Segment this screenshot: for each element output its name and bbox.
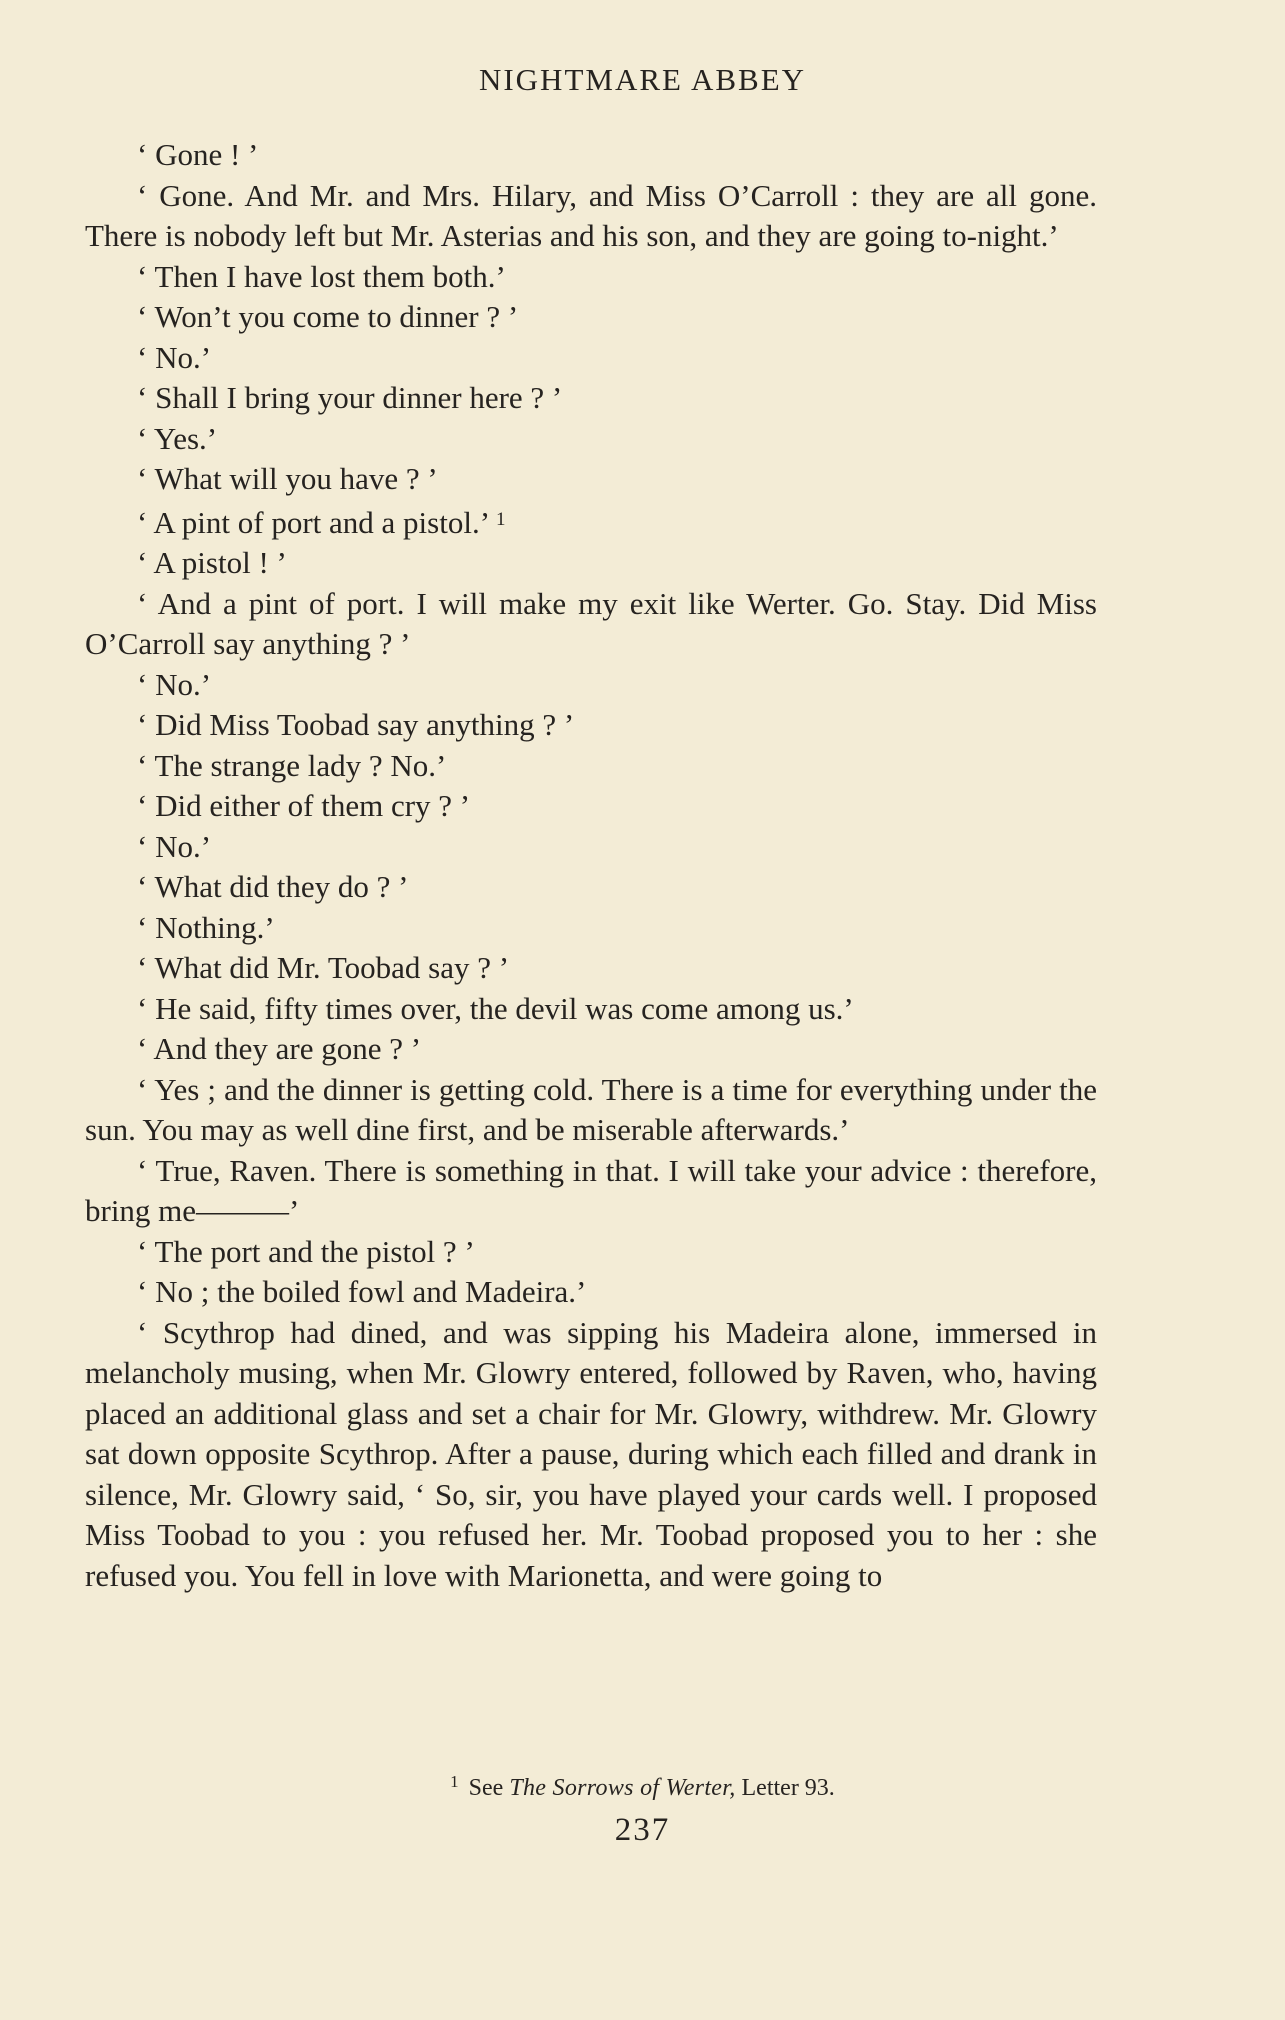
footnote-suffix: Letter 93. [741,1775,835,1801]
paragraph: ‘ Shall I bring your dinner here ? ’ [137,380,563,415]
paragraph: ‘ A pistol ! ’ [137,545,287,580]
paragraph: ‘ He said, fifty times over, the devil was come among us.’ [137,990,854,1026]
paragraph: ‘ What will you have ? ’ [137,461,438,496]
paragraph: ‘ Won’t you come to dinner ? ’ [137,299,519,334]
footnote-number: 1 [450,1772,459,1791]
page-number: 237 [614,1812,671,1848]
paragraph: ‘ Then I have lost them both.’ [137,258,506,294]
paragraph: ‘ And they are gone ? ’ [137,1031,422,1066]
paragraph: ‘ What did they do ? ’ [137,869,409,904]
paragraph: ‘ Gone ! ’ [137,137,259,172]
paragraph: ‘ No.’ [137,666,212,702]
paragraph: ‘ No ; the boiled fowl and Madeira.’ [137,1274,587,1309]
paragraph: ‘ Did either of them cry ? ’ [137,788,471,823]
body-text [85,135,1097,1596]
paragraph: ‘ No.’ [137,339,212,375]
paragraph-with-footnote [85,500,1097,544]
paragraph: ‘ Yes ; and the dinner is getting cold. There is a time for everything under the sun. You may as well dine first, and be miserable afterwards.’ [85,1071,1097,1147]
paragraph: ‘ Yes.’ [137,420,218,456]
paragraph: ‘ No.’ [137,828,212,864]
paragraph: ‘ And a pint of port. I will make my exit like Werter. Go. Stay. Did Miss O’Carroll say anything ? ’ [85,585,1097,661]
running-head: NIGHTMARE ABBEY [478,62,807,97]
footnote-reference: 1 [496,508,506,530]
footnote-prefix: See [468,1775,504,1801]
paragraph: ‘ Gone. And Mr. and Mrs. Hilary, and Miss O’Carroll : they are all gone. There is nobody left but Mr. Asterias and his son, and they are going to-night.’ [85,177,1097,253]
paragraph: ‘ True, Raven. There is something in that. I will take your advice : therefore, bring me———’ [85,1152,1097,1228]
footnote-title: The Sorrows of Werter, [509,1775,736,1801]
paragraph: ‘ What did Mr. Toobad say ? ’ [137,950,510,985]
footnote [0,1772,1285,1802]
paragraph-text: ‘ A pint of port and a pistol.’ [137,504,491,540]
paragraph: ‘ The port and the pistol ? ’ [137,1233,475,1269]
paragraph: ‘ The strange lady ? No.’ [137,747,447,783]
paragraph: ‘ Scythrop had dined, and was sipping his Madeira alone, immersed in melancholy musing, when Mr. Glowry entered, followed by Raven, who, having placed an additional glass and set a chair for Mr. Glowry, withdrew. Mr. Glowry sat down opposite Scythrop. After a pause, during which each filled and drank in silence, Mr. Glowry said, ‘ So, sir, you have played your cards well. I proposed Miss Toobad to you : you refused her. Mr. Toobad proposed you to her : she refused you. You fell in love with Marionetta, and were going to [85,1314,1097,1593]
paragraph: ‘ Did Miss Toobad say anything ? ’ [137,707,575,742]
paragraph: ‘ Nothing.’ [137,909,275,945]
